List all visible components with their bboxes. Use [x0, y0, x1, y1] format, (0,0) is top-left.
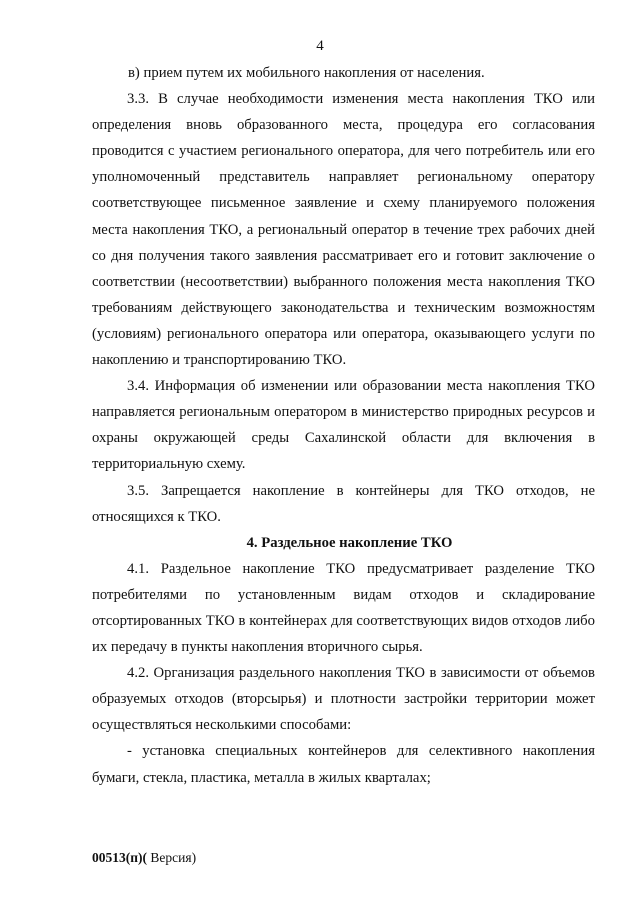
page-number: 4	[316, 38, 324, 54]
paragraph-3-5: 3.5. Запрещается накопление в контейнеры для ТКО отходов, не относящихся к ТКО.	[92, 482, 595, 525]
paragraph-list-item: - установка специальных контейнеров для селективного накопления бумаги, стекла, пластика, металла в жилых кварталах;	[92, 743, 595, 786]
section-heading: 4. Раздельное накопление ТКО	[246, 534, 453, 551]
paragraph-3-4: 3.4. Информация об изменении или образовании места накопления ТКО направляется региональным оператором в министерство природных ресурсов и охраны окружающей среды Сахалинской области для включения в территориальную схему.	[92, 378, 595, 473]
footer-code: 00513(п)(	[92, 850, 148, 865]
footer-version: Версия)	[147, 850, 197, 865]
paragraph-3-3: 3.3. В случае необходимости изменения места накопления ТКО или определения вновь образованного места, процедура его согласования проводится с участием регионального оператора, для чего потребитель или его уполномоченный представитель направляет региональному оператору соответствующее письменное заявление и схему планируемого положения места накопления ТКО, а региональный оператор в течение трех рабочих дней со дня получения такого заявления рассматривает его и готовит заключение о соответствии (несоответствии) выбранного положения места накопления ТКО требованиям действующего законодательства и техническим возможностям (условиям) регионального оператора или оператора, оказывающего услуги по накоплению и транспортированию ТКО.	[92, 91, 595, 369]
paragraph-item-v: в) прием путем их мобильного накопления от населения.	[128, 65, 485, 81]
document-footer-code	[92, 850, 196, 866]
document-body	[92, 60, 595, 791]
paragraph-4-1: 4.1. Раздельное накопление ТКО предусматривает разделение ТКО потребителями по установленным видам отходов и складирование отсортированных ТКО в контейнерах для соответствующих видов отходов либо их передачу в пункты накопления вторичного сырья.	[92, 560, 595, 656]
paragraph-4-2: 4.2. Организация раздельного накопления ТКО в зависимости от объемов образуемых отходов (вторсырья) и плотности застройки территории может осуществляться несколькими способами:	[92, 665, 595, 734]
